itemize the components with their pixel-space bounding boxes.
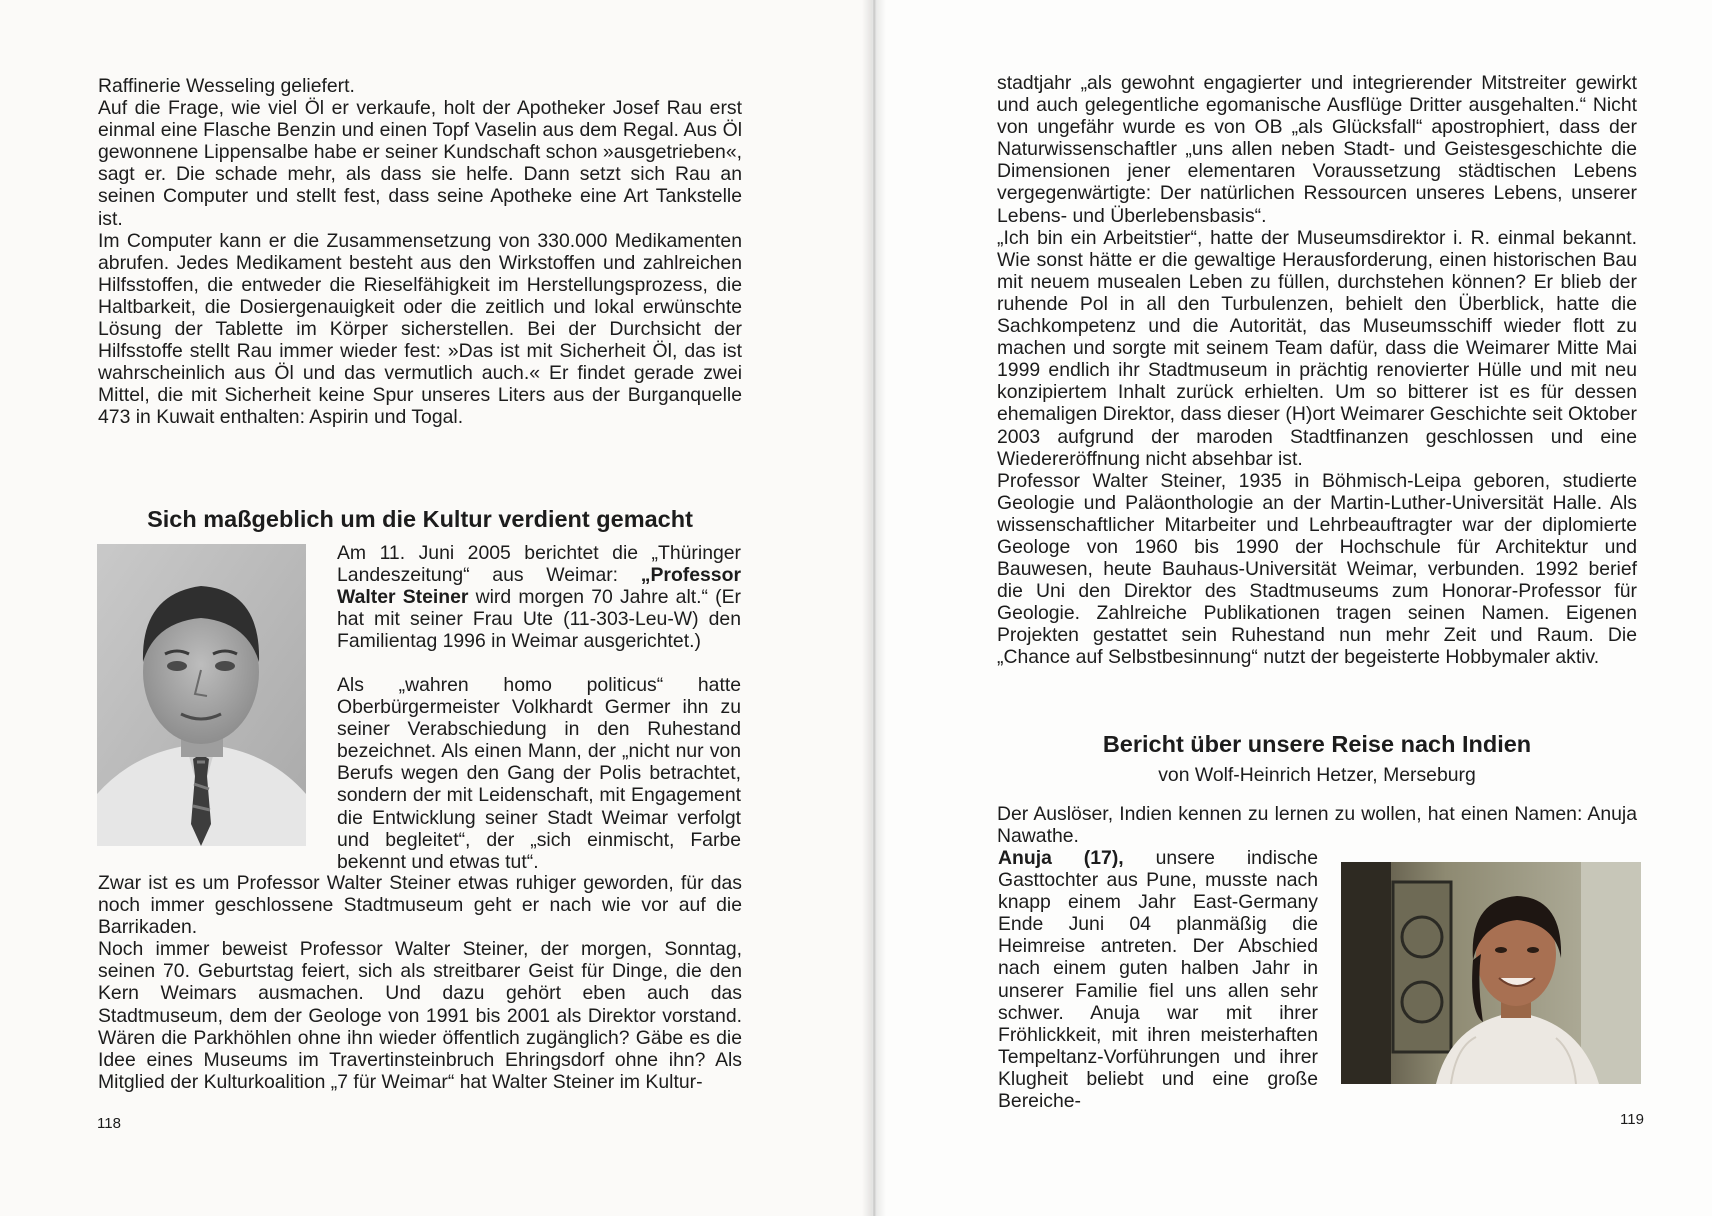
- paragraph: Raffinerie Wesseling geliefert.: [98, 75, 355, 97]
- intro-bold-name: „Professor Walter Steiner: [337, 564, 741, 609]
- article-heading-steiner: Sich maßgeblich um die Kultur verdient gemacht: [147, 506, 693, 532]
- photo-anuja-illustration: [1341, 862, 1641, 1084]
- article-byline: von Wolf-Heinrich Hetzer, Merseburg: [1158, 764, 1476, 786]
- anuja-text: unsere indische Gasttochter aus Pune, musste nach knapp einem Jahr East-Germany Ende Juni 04 planmäßig die Heimreise antreten. Der Abschied nach einem guten halben Jahr in unserer Familie fiel uns allen sehr schwer. Anuja war mit ihrer Fröhlickkeit, mit ihren meisterhaften Tempeltanz-Vorführungen und ihrer Klugheit beliebt und eine große Bereiche-: [998, 847, 1318, 1113]
- paragraph: „Ich bin ein Arbeitstier“, hatte der Museumsdirektor i. R. einmal bekannt. Wie sonst hätte er die gewaltige Herausforderung, einen historischen Bau mit neuem musealen Leben zu füllen, durchstehen können? Er blieb der ruhende Pol in all den Turbulenzen, behielt den Überblick, hatte die Sachkompetenz und die Autorität, das Museumsschiff wieder flott zu machen und sorgte mit seinem Team dafür, dass die Weimarer Mitte Mai 1999 endlich ihr Stadtmuseum in prächtig renovierter Hülle und mit neu konzipiertem Inhalt zurück erhielten. Um so bitterer ist es für dessen ehemaligen Direktor, dass dieser (H)ort Weimarer Geschichte seit Oktober 2003 aufgrund der maroden Stadtfinanzen geschlossen und eine Wiedereröffnung nicht absehbar ist.: [997, 226, 1637, 470]
- portrait-photo-steiner: [97, 544, 306, 846]
- paragraph: Noch immer beweist Professor Walter Steiner, der morgen, Sonntag, seinen 70. Geburtstag feiert, sich als streitbarer Geist für Dinge, die den Kern Weimars ausmachen. Und dazu gehört eben auch das Stadtmuseum, dem der Geologe von 1991 bis 2001 als Direktor vorstand. Wären die Parkhöhlen ohne ihn wieder öffentlich zugänglich? Gäbe es die Idee eines Museums im Travertinsteinbruch Ehringsdorf ohne ihn? Als Mitglied der Kulturkoalition „7 für Weimar“ hat Walter Steiner im Kultur-: [98, 938, 742, 1093]
- paragraph: Der Auslöser, Indien kennen zu lernen zu wollen, hat einen Namen: Anuja Nawathe.: [997, 803, 1637, 848]
- page-number-left: 118: [97, 1115, 121, 1132]
- paragraph: Professor Walter Steiner, 1935 in Böhmisch-Leipa geboren, studierte Geologie und Paläonthologie an der Martin-Luther-Universität Halle. Als wissenschaftlicher Mitarbeiter und Lehrbeauftragter war der diplomierte Geologe von 1960 bis 1990 der Hochschule für Architektur und Bauwesen, heute Bauhaus-Universität Weimar, verbunden. 1992 berief die Uni den Direktor des Stadtmuseums zum Honorar-Professor für Geologie. Zahlreiche Publikationen tragen seinen Namen. Eigenen Projekten gestattet sein Ruhestand nun mehr Zeit und Raum. Die „Chance auf Selbstbesinnung“ nutzt der begeisterte Hobbymaler aktiv.: [997, 469, 1637, 669]
- paragraph: [337, 542, 741, 652]
- indien-anuja-paragraph: [998, 847, 1318, 1112]
- photo-anuja: [1341, 862, 1641, 1084]
- paragraph: Als „wahren homo politicus“ hatte Oberbürgermeister Volkhardt Germer ihn zu seiner Verabschiedung in den Ruhestand bezeichnet. Als einen Mann, der „nicht nur von Berufs wegen den Gang der Polis betrachtet, sondern der mit Leidenschaft, mit Engagement die Entwicklung seiner Stadt Weimar verfolgt und begleitet“, der „sich einmischt, Farbe bekennt und etwas tut“.: [337, 674, 741, 873]
- left-top-text: [98, 75, 742, 429]
- right-continuation-text: [997, 72, 1637, 669]
- intro-text: Am 11. Juni 2005 berichtet die „Thüringer Landeszeitung“ aus Weimar:: [337, 542, 741, 587]
- page-number-right: 119: [1620, 1111, 1644, 1128]
- steiner-intro-text: [337, 542, 741, 652]
- paragraph: [998, 847, 1318, 1112]
- paragraph: Auf die Frage, wie viel Öl er verkaufe, holt der Apotheker Josef Rau erst einmal eine Flasche Benzin und einen Topf Vaselin aus dem Regal. Aus Öl gewonnene Lippensalbe habe er seiner Kundschaft schon »ausgetrieben«, sagt er. Die schade mehr, als dass sie helfe. Dann setzt sich Rau an seinen Computer und stellt fest, dass seine Apotheke eine Art Tankstelle ist.: [98, 97, 742, 230]
- intro-text-end: wird morgen 70 Jahre alt.“ (Er hat mit seiner Frau Ute (11-303-Leu-W) den Familientag 1996 in Weimar ausgerichtet.): [337, 586, 741, 653]
- steiner-paragraph-beside-photo: [337, 674, 741, 873]
- paragraph: Im Computer kann er die Zusammensetzung von 330.000 Medikamenten abrufen. Jedes Medikament besteht aus den Wirkstoffen und zahlreichen Hilfsstoffen, die entweder die Rieselfähigkeit im Herstellungsprozess, die Haltbarkeit, die Dosiergenauigkeit oder die zeitlich und lokal erwünschte Lösung der Tablette im Körper sicherstellen. Bei der Durchsicht der Hilfsstoffe stellt Rau immer wieder fest: »Das ist mit Sicherheit Öl, das ist wahrscheinlich aus Öl und das vermutlich auch.« Er findet gerade zwei Mittel, die mit Sicherheit keine Spur unseres Liters aus der Burganquelle 473 in Kuwait enthalten: Aspirin und Togal.: [98, 229, 742, 429]
- article-heading-indien: Bericht über unsere Reise nach Indien: [1102, 731, 1532, 757]
- anuja-bold-name: Anuja (17),: [998, 847, 1124, 869]
- paragraph: stadtjahr „als gewohnt engagierter und integrierender Mitstreiter gewirkt und auch gelegentliche egomanische Ausflüge Dritter ausgehalten.“ Nicht von ungefähr wurde es von OB „als Glücksfall“ apostrophiert, dass der Naturwissenschaftler „uns allen neben Stadt- und Geistesgeschichte die Dimensionen jener elementaren Voraussetzung städtischen Lebens vergegenwärtigte: Der natürlichen Ressourcen unseres Lebens, unserer Lebens- und Überlebensbasis“.: [997, 72, 1637, 227]
- steiner-body-text: [98, 872, 742, 1093]
- paragraph: Zwar ist es um Professor Walter Steiner etwas ruhiger geworden, für das noch immer geschlossene Stadtmuseum geht er nach wie vor auf die Barrikaden.: [98, 872, 742, 939]
- indien-intro-text: [997, 803, 1637, 847]
- portrait-illustration: [97, 544, 306, 846]
- book-gutter: [862, 0, 886, 1216]
